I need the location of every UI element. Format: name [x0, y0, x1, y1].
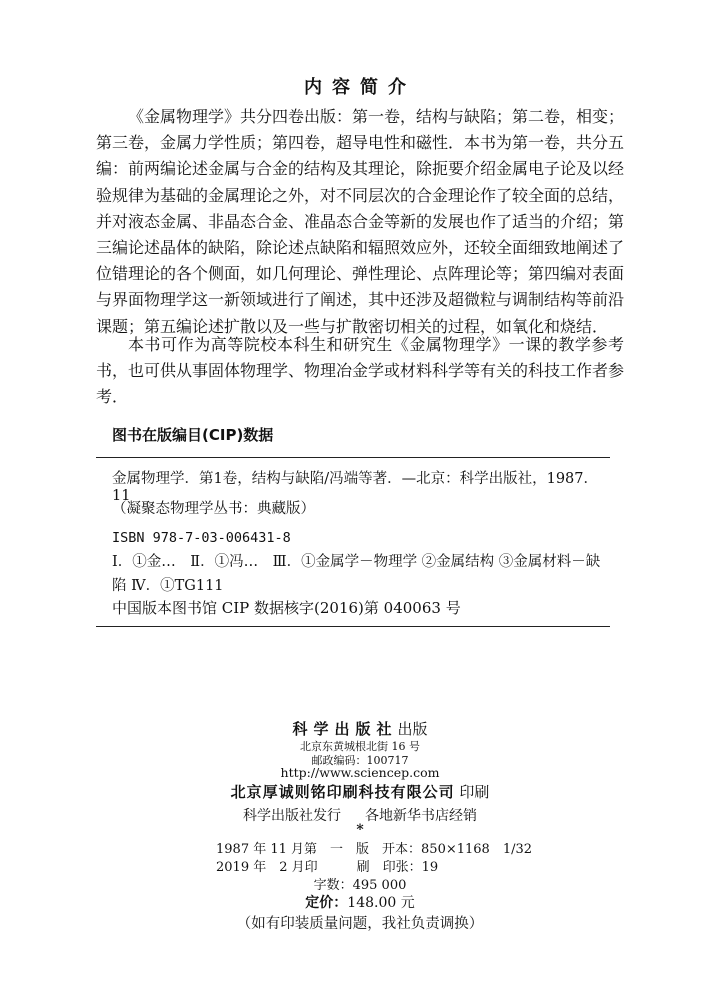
- price-label: 定价：: [305, 895, 348, 911]
- publisher-url: http://www.sciencep.com: [280, 765, 440, 780]
- edition-line-2: 2019 年 2 月印 刷 印张：19: [216, 860, 439, 875]
- edition-line-1: 1987 年 11 月第 一 版 开本：850×1168 1/32: [216, 842, 533, 857]
- cip-bottom-rule: [96, 626, 610, 627]
- intro-paragraph-1: 《金属物理学》共分四卷出版：第一卷，结构与缺陷；第二卷，相变；第三卷，金属力学性质；第四卷，超导电性和磁性．本书为第一卷，共分五编：前两编论述金属与合金的结构及其理论，除扼要介绍金属电子论及以经验规律为基础的金属理论之外，对不同层次的合金理论作了较全面的总结，并对液态金属、非晶态合金、准晶态合金等新的发展也作了适当的介绍；第三编论述晶体的缺陷，除论述点缺陷和辐照效应外，还较全面细致地阐述了位错理论的各个侧面，如几何理论、弹性理论、点阵理论等；第四编对表面与界面物理学这一新领域进行了阐述，其中还涉及超微粒与调制结构等前沿课题；第五编论述扩散以及一些与扩散密切相关的过程，如氧化和烧结．: [96, 107, 625, 336]
- publisher-name: 科学出版社: [292, 720, 398, 738]
- cip-verification: 中国版本图书馆 CIP 数据核字(2016)第 040063 号: [112, 599, 461, 617]
- printer-suffix: 印刷: [459, 783, 490, 801]
- cip-classification: Ⅰ．①金… Ⅱ．①冯… Ⅲ．①金属学－物理学 ②金属结构 ③金属材料－缺陷 Ⅳ．①TG111: [112, 554, 601, 594]
- price-value: 148.00 元: [347, 895, 415, 911]
- cip-series: （凝聚态物理学丛书：典藏版）: [112, 501, 315, 517]
- publisher-address: 北京东黄城根北街 16 号: [300, 740, 420, 753]
- cip-line-1: 金属物理学．第1卷，结构与缺陷/冯端等著．—北京：科学出版社，1987．11: [112, 471, 599, 504]
- separator-star: *: [356, 822, 364, 838]
- cip-title: 图书在版编目(CIP)数据: [112, 426, 274, 444]
- publisher-suffix: 出版: [397, 720, 428, 738]
- retailer: 各地新华书店经销: [365, 808, 477, 824]
- cip-top-rule: [96, 457, 610, 458]
- intro-paragraph-2: 本书可作为高等院校本科生和研究生《金属物理学》一课的教学参考书，也可供从事固体物理学、物理冶金学或材料科学等有关的科技工作者参考．: [96, 335, 625, 407]
- quality-note: （如有印装质量问题，我社负责调换）: [236, 916, 484, 932]
- intro-title: 内容简介: [304, 77, 416, 98]
- distributor: 科学出版社发行: [243, 808, 341, 824]
- printer-line: [0, 781, 720, 802]
- printer-name: 北京厚诚则铭印刷科技有限公司: [230, 783, 455, 801]
- publisher-line: [0, 718, 720, 739]
- word-count: 字数：495 000: [313, 878, 407, 893]
- price-line: [0, 892, 720, 912]
- cip-isbn: ISBN 978-7-03-006431-8: [112, 530, 291, 546]
- publisher-postcode: 邮政编码：100717: [311, 754, 409, 767]
